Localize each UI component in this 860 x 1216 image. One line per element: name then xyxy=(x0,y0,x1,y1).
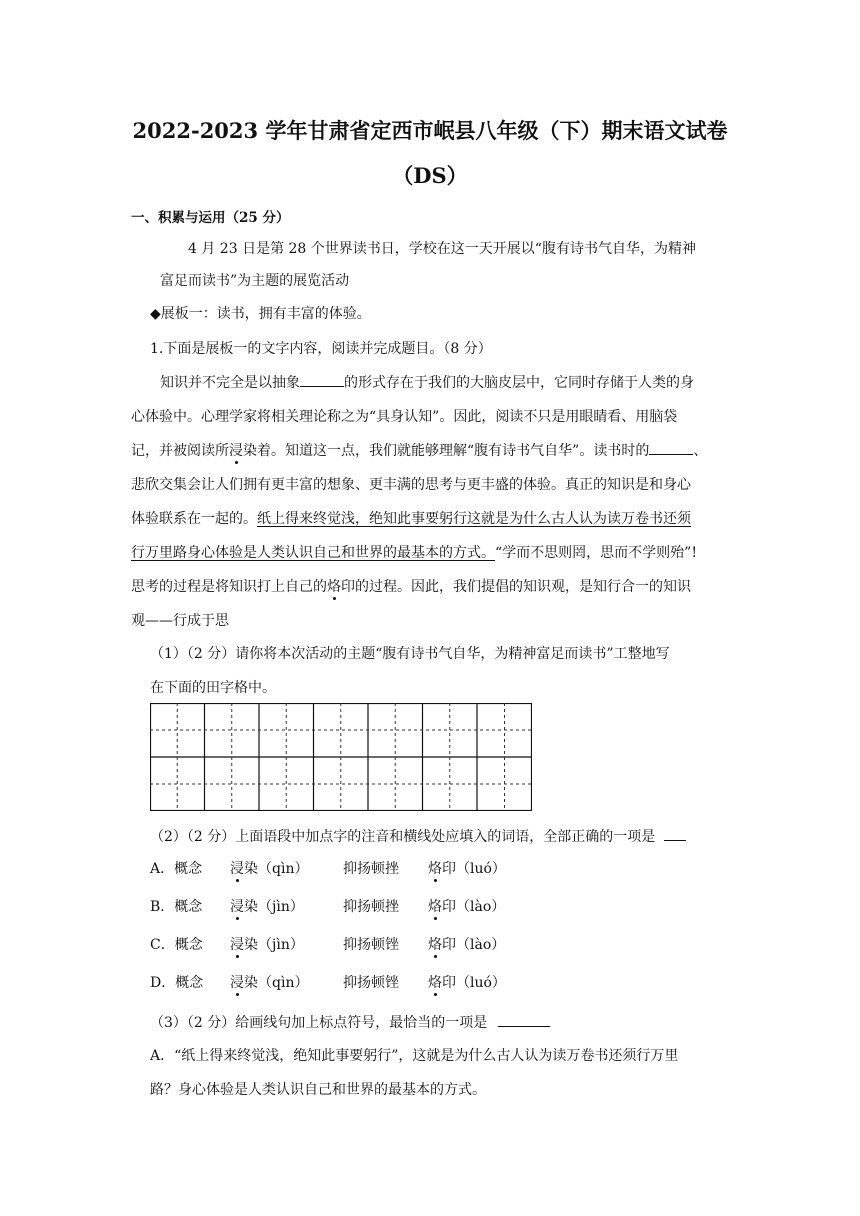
passage-text: 、 xyxy=(693,443,708,459)
option-pinyin-2: 印（luó） xyxy=(442,975,506,991)
section-heading: 一、积累与运用（25 分） xyxy=(131,210,290,226)
passage-line-2: 心体验中。心理学家将相关理论称之为“具身认知”。因此，阅读不只是用眼睛看、用脑袋 xyxy=(131,409,678,425)
exam-title: 2022-2023 学年甘肃省定西市岷县八年级（下）期末语文试卷 xyxy=(132,118,728,143)
option-d[interactable] xyxy=(150,972,550,992)
dotted-char: 浸 xyxy=(230,972,244,992)
dotted-char: 浸 xyxy=(229,440,243,460)
passage-line-4: 悲欣交集会让人们拥有更丰富的想象、更丰满的思考与更丰盛的体验。真正的知识是和身心 xyxy=(131,477,691,493)
option-word: 概念 xyxy=(175,975,204,991)
option-word: 概念 xyxy=(174,937,203,953)
fill-blank xyxy=(300,372,344,387)
option-pinyin-1: 染（qìn） xyxy=(244,861,309,877)
passage-text: 记，并被阅读所 xyxy=(131,443,229,459)
option-idiom: 抑扬顿挫 xyxy=(343,899,399,915)
exam-title-code: （DS） xyxy=(392,163,468,188)
option-pinyin-1: 染（qìn） xyxy=(244,975,309,991)
dotted-char: 烙 xyxy=(428,972,442,992)
option-letter: A． xyxy=(150,861,175,877)
option-letter: D． xyxy=(150,975,176,991)
passage-text: “学而不思则罔，思而不学则殆”! xyxy=(495,545,697,561)
option-letter: C． xyxy=(150,937,175,953)
option-3a-line-2[interactable]: 路？身心体验是人类认识自己和世界的最基本的方式。 xyxy=(150,1082,486,1098)
option-pinyin-1: 染（jìn） xyxy=(244,899,304,915)
dotted-char: 浸 xyxy=(230,934,244,954)
answer-blank xyxy=(498,1012,550,1027)
option-pinyin-1: 染（jìn） xyxy=(244,937,304,953)
passage-line-8: 观——行成于思 xyxy=(131,613,229,629)
panel-title: ◆展板一：读书，拥有丰富的体验。 xyxy=(150,306,371,322)
passage-text: 印的过程。因此，我们提倡的知识观，是知行合一的知识 xyxy=(341,579,691,595)
tianzige-grid[interactable] xyxy=(150,703,532,811)
passage-line-7 xyxy=(131,576,691,596)
passage-text: 染着。知道这一点，我们就能够理解“腹有诗书气自华”。读书时的 xyxy=(243,443,650,459)
passage-text: 的形式存在于我们的大脑皮层中，它同时存储于人类的身 xyxy=(344,375,694,391)
passage-line-5 xyxy=(131,508,691,528)
option-word: 概念 xyxy=(174,899,203,915)
option-pinyin-2: 印（lào） xyxy=(442,899,506,915)
intro-line-1: 4 月 23 日是第 28 个世界读书日，学校在这一天开展以“腹有诗书气自华，为精神 xyxy=(188,241,696,257)
sub-question-2-stem xyxy=(150,826,686,846)
dotted-char: 烙 xyxy=(428,934,442,954)
sub-question-2-text: （2）（2 分）上面语段中加点字的注音和横线处应填入的词语，全部正确的一项是 xyxy=(150,829,656,845)
intro-line-2: 富足而读书”为主题的展览活动 xyxy=(160,273,350,289)
dotted-char: 浸 xyxy=(230,858,244,878)
option-pinyin-2: 印（luó） xyxy=(442,861,506,877)
option-letter: B． xyxy=(150,899,175,915)
passage-text: 思考的过程是将知识打上自己的 xyxy=(131,579,327,595)
dotted-char: 浸 xyxy=(230,896,244,916)
sub-question-3-text: （3）（2 分）给画线句加上标点符号，最恰当的一项是 xyxy=(150,1015,488,1031)
question-1-stem: 1.下面是展板一的文字内容，阅读并完成题目。（8 分） xyxy=(150,341,492,357)
answer-blank xyxy=(664,826,686,841)
option-idiom: 抑扬顿锉 xyxy=(343,937,399,953)
sub-question-3-stem xyxy=(150,1012,550,1032)
sub-question-1-line-1: （1）（2 分）请你将本次活动的主题“腹有诗书气自华，为精神富足而读书”工整地写 xyxy=(150,646,670,662)
fill-blank xyxy=(649,440,693,455)
underlined-sentence: 纸上得来终觉浅，绝知此事要躬行这就是为什么古人认为读万卷书还须 xyxy=(257,511,691,527)
option-pinyin-2: 印（lào） xyxy=(442,937,506,953)
passage-line-6 xyxy=(131,542,697,562)
option-3a-line-1[interactable]: A．“纸上得来终觉浅，绝知此事要躬行”，这就是为什么古人认为读万卷书还须行万里 xyxy=(150,1048,679,1064)
option-idiom: 抑扬顿锉 xyxy=(343,975,399,991)
passage-text: 知识并不完全是以抽象 xyxy=(160,375,300,391)
option-c[interactable] xyxy=(150,934,550,954)
passage-text: 体验联系在一起的。 xyxy=(131,511,257,527)
option-a[interactable] xyxy=(150,858,550,878)
underlined-sentence: 行万里路身心体验是人类认识自己和世界的最基本的方式。 xyxy=(131,545,495,561)
passage-line-3 xyxy=(131,440,707,460)
passage-line-1 xyxy=(160,372,694,392)
option-idiom: 抑扬顿挫 xyxy=(343,861,399,877)
dotted-char: 烙 xyxy=(428,858,442,878)
tianzige-grid-lines xyxy=(150,703,532,811)
dotted-char: 烙 xyxy=(428,896,442,916)
option-b[interactable] xyxy=(150,896,550,916)
dotted-char: 烙 xyxy=(327,576,341,596)
sub-question-1-line-2: 在下面的田字格中。 xyxy=(150,680,276,696)
option-word: 概念 xyxy=(174,861,203,877)
